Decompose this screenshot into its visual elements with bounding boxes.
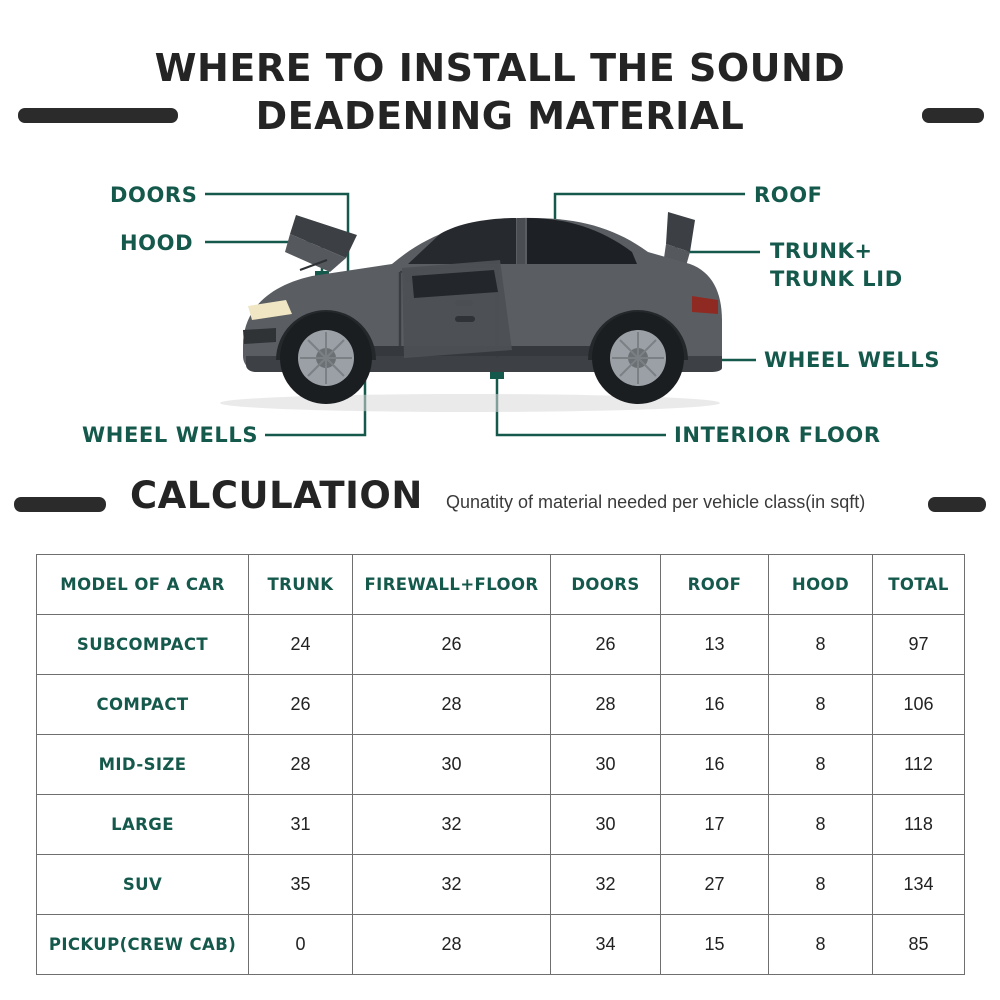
cell-total: 112 [873, 735, 965, 795]
cell-firewall: 32 [353, 795, 551, 855]
calc-rule-right [928, 497, 986, 512]
table-row [37, 795, 965, 855]
cell-trunk: 24 [249, 615, 353, 675]
col-header-doors: DOORS [551, 555, 661, 615]
cell-trunk: 26 [249, 675, 353, 735]
cell-firewall: 32 [353, 855, 551, 915]
cell-model: PICKUP(CREW CAB) [37, 915, 249, 975]
callout-wheel-wells-right: WHEEL WELLS [764, 348, 941, 372]
car-diagram [0, 160, 1000, 470]
col-header-model: MODEL OF A CAR [37, 555, 249, 615]
cell-model: SUBCOMPACT [37, 615, 249, 675]
calculation-title: CALCULATION [130, 474, 423, 517]
cell-hood: 8 [769, 615, 873, 675]
cell-doors: 28 [551, 675, 661, 735]
cell-roof: 16 [661, 675, 769, 735]
cell-model: MID-SIZE [37, 735, 249, 795]
cell-doors: 30 [551, 735, 661, 795]
cell-trunk: 31 [249, 795, 353, 855]
table-row [37, 855, 965, 915]
table-header-row [37, 555, 965, 615]
col-header-firewall: FIREWALL+FLOOR [353, 555, 551, 615]
callout-doors: DOORS [110, 183, 198, 207]
header-rule-right [922, 108, 984, 123]
page-title: WHERE TO INSTALL THE SOUND DEADENING MATERIAL [154, 46, 846, 138]
col-header-roof: ROOF [661, 555, 769, 615]
callout-roof: ROOF [754, 183, 823, 207]
cell-doors: 34 [551, 915, 661, 975]
cell-roof: 15 [661, 915, 769, 975]
cell-firewall: 30 [353, 735, 551, 795]
col-header-trunk: TRUNK [249, 555, 353, 615]
col-header-total: TOTAL [873, 555, 965, 615]
cell-trunk: 28 [249, 735, 353, 795]
cell-trunk: 0 [249, 915, 353, 975]
table-row [37, 615, 965, 675]
cell-firewall: 26 [353, 615, 551, 675]
cell-hood: 8 [769, 675, 873, 735]
cell-roof: 13 [661, 615, 769, 675]
callout-interior-floor: INTERIOR FLOOR [674, 423, 881, 447]
cell-doors: 26 [551, 615, 661, 675]
cell-doors: 32 [551, 855, 661, 915]
col-header-hood: HOOD [769, 555, 873, 615]
cell-total: 106 [873, 675, 965, 735]
callout-trunk-line1: TRUNK+ [770, 239, 873, 263]
cell-model: SUV [37, 855, 249, 915]
cell-total: 97 [873, 615, 965, 675]
cell-total: 118 [873, 795, 965, 855]
callout-trunk-line2: TRUNK LID [770, 267, 903, 291]
calculation-table [36, 554, 965, 975]
cell-hood: 8 [769, 915, 873, 975]
car-shape [220, 212, 722, 412]
cell-total: 134 [873, 855, 965, 915]
cell-hood: 8 [769, 855, 873, 915]
calculation-subtitle: Qunatity of material needed per vehicle class(in sqft) [446, 492, 866, 512]
calculation-table-wrapper [36, 554, 964, 975]
callout-wheel-wells-left: WHEEL WELLS [82, 423, 259, 447]
header [0, 44, 1000, 154]
cell-model: LARGE [37, 795, 249, 855]
cell-roof: 17 [661, 795, 769, 855]
cell-trunk: 35 [249, 855, 353, 915]
cell-total: 85 [873, 915, 965, 975]
calc-rule-left [14, 497, 106, 512]
cell-hood: 8 [769, 735, 873, 795]
table-row [37, 735, 965, 795]
table-row [37, 915, 965, 975]
cell-hood: 8 [769, 795, 873, 855]
calculation-header [0, 474, 1000, 530]
cell-model: COMPACT [37, 675, 249, 735]
cell-roof: 27 [661, 855, 769, 915]
cell-roof: 16 [661, 735, 769, 795]
cell-doors: 30 [551, 795, 661, 855]
cell-firewall: 28 [353, 915, 551, 975]
cell-firewall: 28 [353, 675, 551, 735]
table-row [37, 675, 965, 735]
callout-hood: HOOD [120, 231, 194, 255]
